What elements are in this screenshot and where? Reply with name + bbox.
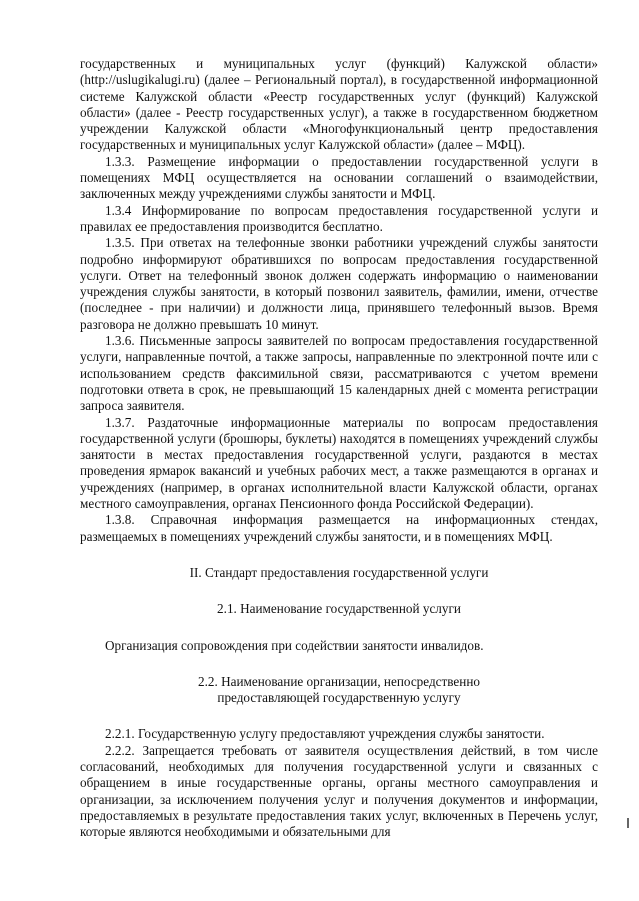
paragraph-1-3-5: 1.3.5. При ответах на телефонные звонки работники учреждений службы занятости подробно информируют обратившихся по вопросам предоставления государственной услуги. Ответ на телефонный звонок должен содержать информацию о наименовании учреждения службы занятости, в который позвонил заявитель, фамилии, имени, отчестве (последнее - при наличии) и должности лица, принявшего телефонный вызов. Время разговора не должно превышать 10 минут. — [80, 235, 598, 332]
spacer — [80, 618, 598, 638]
scan-artifact-mark — [627, 818, 629, 828]
paragraph-2-2-2: 2.2.2. Запрещается требовать от заявителя осуществления действий, в том числе согласований, необходимых для получения государственной услуги и связанных с обращением в иные государственные органы, органы местного самоуправления и организации, за исключением получения услуг и получения документов и информации, предоставляемых в результате предоставления таких услуг, включенных в Перечень услуг, которые являются необходимыми и обязательными для — [80, 742, 598, 840]
paragraph-1-3-3: 1.3.3. Размещение информации о предоставлении государственной услуги в помещениях МФЦ осуществляется на основании соглашений о взаимодействии, заключенных между учреждениями службы занятости и МФЦ. — [80, 153, 598, 202]
paragraph-intro-continuation: государственных и муниципальных услуг (функций) Калужской области» (http://uslugikalugi.ru) (далее – Региональный портал), в государственной информационной системе Калужской области «Реестр государственных услуг (функций) Калужской области» (далее - Реестр государственных услуг), а также в государственном бюджетном учреждении Калужской области «Многофункциональный центр предоставления государственных и муниципальных услуг Калужской области» (далее – МФЦ). — [80, 56, 598, 153]
subsection-2-2-heading-line1: 2.2. Наименование организации, непосредственно — [198, 673, 480, 689]
spacer — [80, 581, 598, 601]
paragraph-1-3-6: 1.3.6. Письменные запросы заявителей по вопросам предоставления государственной услуги, направленные почтой, а также запросы, направленные по электронной почте или с использованием средств факсимильной связи, рассматриваются с учетом времени подготовки ответа в срок, не превышающий 15 календарных дней с момента регистрации запроса заявителя. — [80, 333, 598, 414]
subsection-2-1-heading: 2.1. Наименование государственной услуги — [217, 601, 461, 617]
paragraph-2-2-1: 2.2.1. Государственную услугу предоставляют учреждения службы занятости. — [105, 726, 545, 742]
paragraph-1-3-4: 1.3.4 Информирование по вопросам предоставления государственной услуги и правилах ее предоставления производится бесплатно. — [80, 202, 598, 234]
document-page — [80, 56, 598, 840]
spacer — [80, 654, 598, 674]
paragraph-1-3-7: 1.3.7. Раздаточные информационные материалы по вопросам предоставления государственной услуги (брошюры, буклеты) находятся в помещениях учреждений службы занятости в местах предоставления государственной услуги, раздаются в местах проведения ярмарок вакансий и учебных рабочих мест, а также размещаются в органах и учреждениях (например, в органах исполнительной власти Калужской области, органах местного самоуправления, органах Пенсионного фонда Российской Федерации). — [80, 414, 598, 512]
spacer — [80, 706, 598, 726]
paragraph-2-1: Организация сопровождения при содействии занятости инвалидов. — [105, 637, 484, 653]
spacer — [80, 545, 598, 565]
subsection-2-2-heading-line2: предоставляющей государственную услугу — [217, 690, 461, 706]
paragraph-1-3-8: 1.3.8. Справочная информация размещается на информационных стендах, размещаемых в помещениях учреждений службы занятости, и в помещениях МФЦ. — [80, 512, 598, 544]
section-2-heading: II. Стандарт предоставления государственной услуги — [189, 564, 489, 580]
